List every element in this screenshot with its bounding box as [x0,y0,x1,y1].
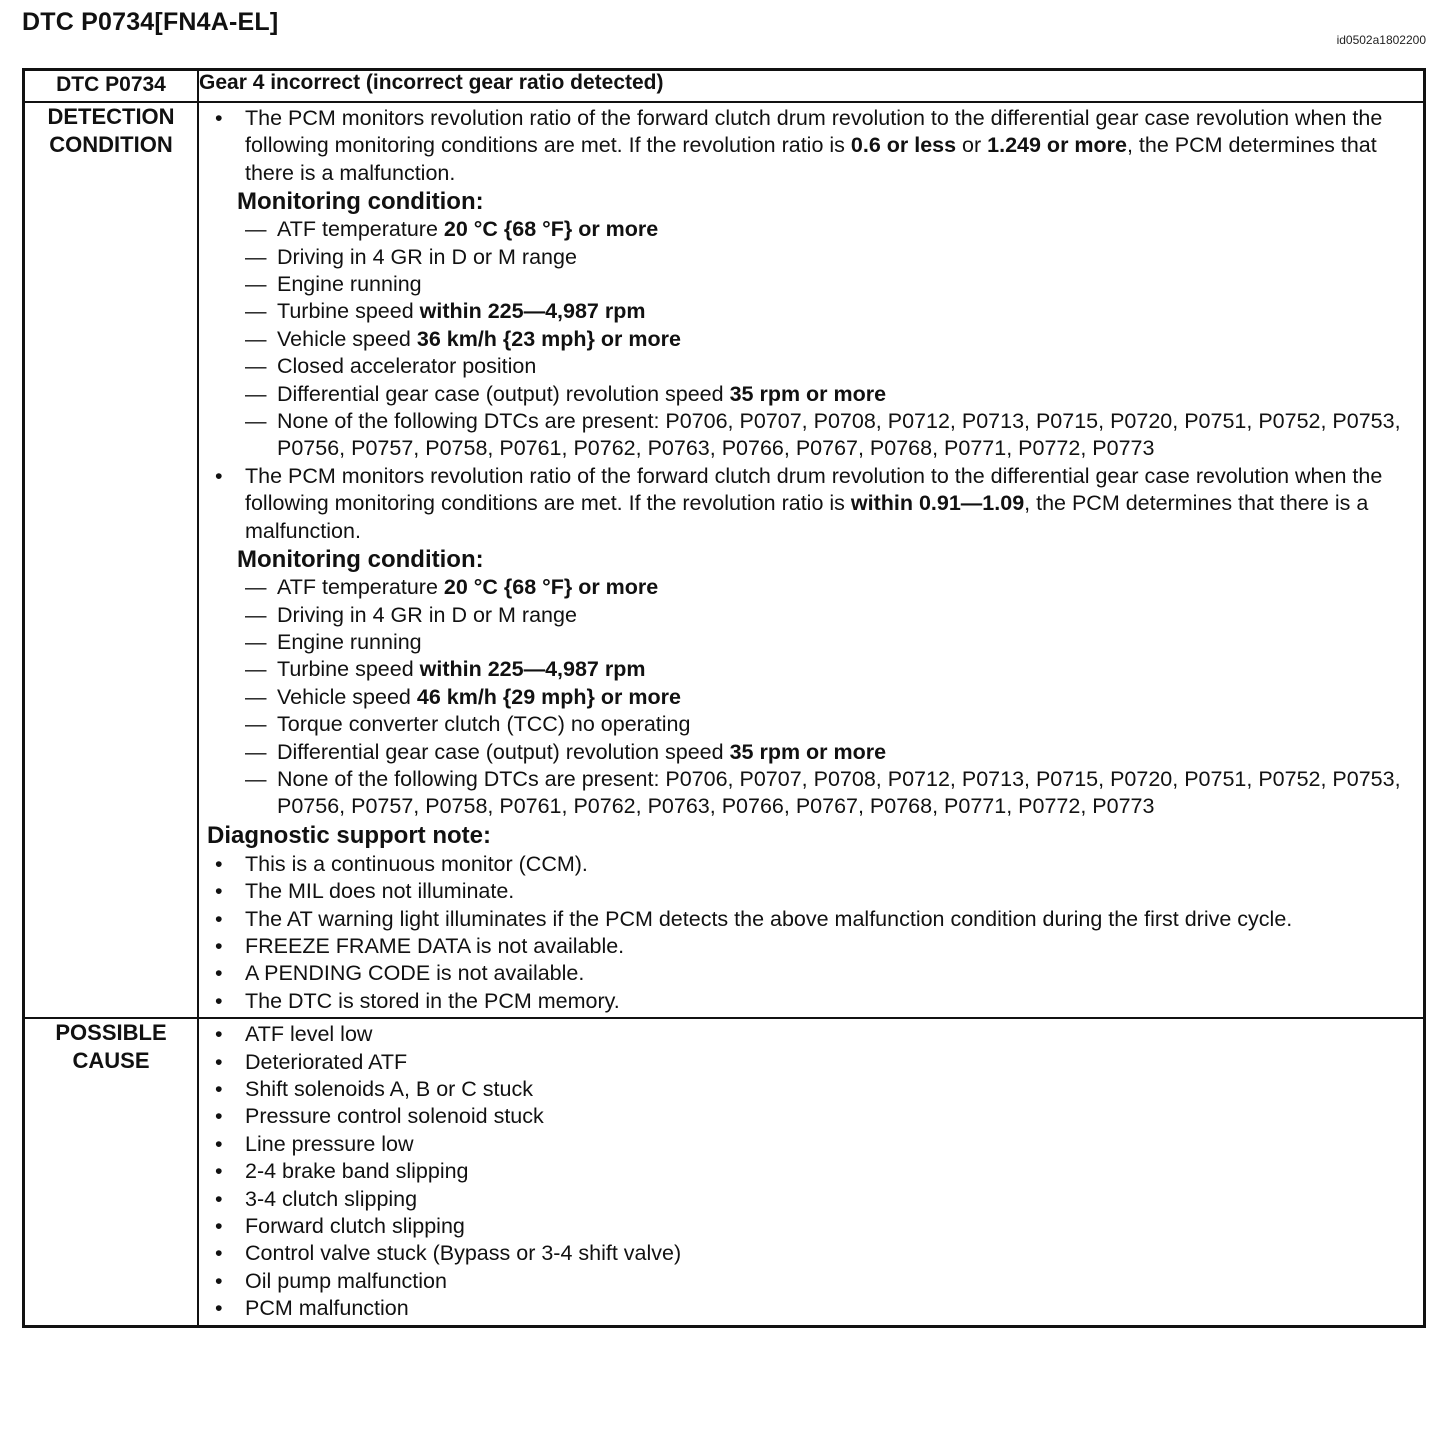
condition-text: Vehicle speed [277,684,417,709]
condition-item [207,656,1415,683]
diagnostic-item: • The AT warning light illuminates if the PCM detects the above malfunction condition during the first drive cycle. [207,906,1415,933]
condition-item [207,574,1415,601]
dtc-description-cell: Gear 4 incorrect (incorrect gear ratio detected) [198,70,1425,103]
detection-block-2 [207,463,1415,821]
detection-condition-text: DETECTION CONDITION [47,104,175,157]
cause-item: • Line pressure low [207,1131,1415,1158]
intro-text: or [956,133,988,158]
diagnostic-support-title: Diagnostic support note: [207,821,491,849]
condition-text: Differential gear case (output) revolution speed [277,739,730,764]
condition-text: Turbine speed [277,657,420,682]
diagnostic-item: • A PENDING CODE is not available. [207,960,1415,987]
detection-block-1 [207,105,1415,463]
condition-text: Differential gear case (output) revolution speed [277,381,730,406]
intro-text: , the PCM determines that there is a malfunction. [245,133,1377,185]
intro-bold: within 0.91—1.09 [850,491,1025,516]
condition-bold: 35 rpm or more [729,739,887,764]
cause-item: • ATF level low [207,1021,1415,1048]
condition-bold: within 225—4,987 rpm [419,299,646,324]
cause-item: • 2-4 brake band slipping [207,1158,1415,1185]
detection-condition-label [24,102,199,1018]
possible-cause-row [24,1018,1425,1326]
condition-item [207,326,1415,353]
condition-item [207,271,1415,298]
cause-item: • Oil pump malfunction [207,1268,1415,1295]
condition-item [207,408,1415,463]
condition-bold: 20 °C {68 °F} or more [443,575,659,600]
diagnostic-item: • The DTC is stored in the PCM memory. [207,988,1415,1015]
condition-text: Turbine speed [277,299,420,324]
condition-text: ATF temperature [277,217,444,242]
cause-item: • Shift solenoids A, B or C stuck [207,1076,1415,1103]
monitoring-condition-title: Monitoring condition: [237,546,484,574]
detection-condition-cell [198,102,1425,1018]
condition-item [207,216,1415,243]
condition-bold: 36 km/h {23 mph} or more [416,326,681,351]
condition-bold: 35 rpm or more [729,381,887,406]
condition-text: Torque converter clutch (TCC) no operating [277,712,691,737]
cause-item: • Control valve stuck (Bypass or 3-4 shift valve) [207,1240,1415,1267]
condition-text: Closed accelerator position [277,354,537,379]
condition-item [207,739,1415,766]
diagnostic-item: • FREEZE FRAME DATA is not available. [207,933,1415,960]
condition-bold: within 225—4,987 rpm [419,657,646,682]
intro-bold: 0.6 or less [850,133,957,158]
dtc-table [22,68,1426,1328]
cause-item: • PCM malfunction [207,1295,1415,1322]
condition-bold: 20 °C {68 °F} or more [443,217,659,242]
condition-item [207,711,1415,738]
condition-item [207,684,1415,711]
table-header-row [24,70,1425,103]
cause-item: • Forward clutch slipping [207,1213,1415,1240]
intro-text: The PCM monitors revolution ratio of the forward clutch drum revolution to the differential gear case revolution when the following monitoring conditions are met. If the revolution ratio is [245,463,1383,516]
possible-cause-text: POSSIBLE CAUSE [55,1020,167,1074]
document-id: id0502a1802200 [1336,33,1426,47]
condition-text: Driving in 4 GR in D or M range [277,602,577,627]
possible-cause-cell [198,1018,1425,1326]
condition-item [207,244,1415,271]
intro-text: The PCM monitors revolution ratio of the forward clutch drum revolution to the differential gear case revolution when the following monitoring conditions are met. If the revolution ratio is [245,106,1383,158]
cause-item: • Pressure control solenoid stuck [207,1103,1415,1130]
condition-item [207,381,1415,408]
dtc-code-cell: DTC P0734 [24,70,199,103]
detection-row [24,102,1425,1018]
condition-item [207,602,1415,629]
condition-text: Engine running [277,272,422,297]
condition-text: None of the following DTCs are present: P0706, P0707, P0708, P0712, P0713, P0715, P0720, P0751, P0752, P0753, P0756, P0757, P0758, P0761, P0762, P0763, P0766, P0767, P0768, P0771, P0772, P0773 [277,766,1401,819]
diagnostic-item: • This is a continuous monitor (CCM). [207,851,1415,878]
condition-text: Driving in 4 GR in D or M range [277,244,577,269]
condition-text: ATF temperature [277,575,444,600]
condition-bold: 46 km/h {29 mph} or more [416,684,681,709]
condition-item [207,629,1415,656]
possible-cause-label [24,1018,199,1326]
condition-item [207,298,1415,325]
condition-item [207,353,1415,380]
monitoring-condition-title: Monitoring condition: [237,188,484,216]
condition-text: None of the following DTCs are present: P0706, P0707, P0708, P0712, P0713, P0715, P0720, P0751, P0752, P0753, P0756, P0757, P0758, P0761, P0762, P0763, P0766, P0767, P0768, P0771, P0772, P0773 [277,409,1401,461]
condition-text: Engine running [277,629,422,654]
cause-item: • 3-4 clutch slipping [207,1186,1415,1213]
intro-bullet [207,463,1415,545]
intro-text: , the PCM determines that there is a malfunction. [245,491,1369,543]
cause-item: • Deteriorated ATF [207,1049,1415,1076]
page-title: DTC P0734[FN4A-EL] [22,8,279,36]
diagnostic-item: • The MIL does not illuminate. [207,878,1415,905]
condition-text: Vehicle speed [277,326,417,351]
condition-item [207,766,1415,821]
intro-bullet [207,105,1415,187]
intro-bold: 1.249 or more [987,133,1127,158]
